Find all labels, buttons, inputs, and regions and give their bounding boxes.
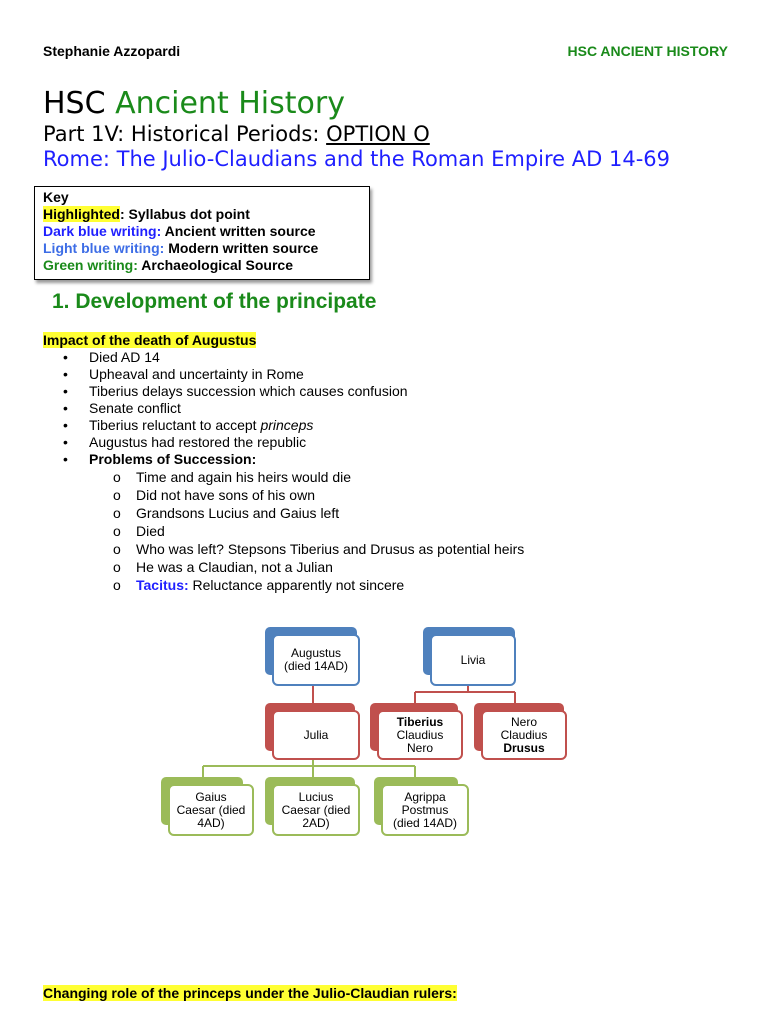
tree-node-lucius: Lucius Caesar (died 2AD): [272, 784, 360, 836]
tree-node-livia: Livia: [430, 634, 516, 686]
tree-node-gaius: Gaius Caesar (died 4AD): [168, 784, 254, 836]
topic-title: Rome: The Julio-Claudians and the Roman Empire AD 14-69: [43, 147, 670, 171]
key-desc: : Syllabus dot point: [120, 206, 250, 222]
tree-node-augustus: Augustus (died 14AD): [272, 634, 360, 686]
list-item: o Who was left? Stepsons Tiberius and Drusus as potential heirs: [113, 541, 525, 557]
section-number: 1.: [52, 290, 70, 313]
list-item: o Tacitus: Reluctance apparently not sincere: [113, 577, 405, 593]
key-term: Green writing:: [43, 257, 138, 273]
italic-princeps: princeps: [260, 417, 314, 433]
list-item: o Did not have sons of his own: [113, 487, 315, 503]
list-item: o Died: [113, 523, 165, 539]
key-term: Dark blue writing:: [43, 223, 162, 239]
list-item: o He was a Claudian, not a Julian: [113, 559, 333, 575]
tree-node-nero-drusus: Nero Claudius Drusus: [481, 710, 567, 760]
next-syllabus-dotpoint: Changing role of the princeps under the Julio-Claudian rulers:: [43, 985, 457, 1001]
list-item: o Time and again his heirs would die: [113, 469, 352, 485]
list-item: • Augustus had restored the republic: [63, 434, 307, 450]
key-desc: Archaeological Source: [137, 257, 293, 273]
list-item: • Upheaval and uncertainty in Rome: [63, 366, 304, 382]
list-item: • Senate conflict: [63, 400, 181, 416]
list-item: • Tiberius reluctant to accept princeps: [63, 417, 314, 433]
subtitle-option: OPTION O: [326, 122, 430, 146]
header-author: Stephanie Azzopardi: [43, 43, 181, 59]
title-prefix: HSC: [43, 86, 106, 121]
tree-node-tiberius: Tiberius Claudius Nero: [377, 710, 463, 760]
key-desc: Ancient written source: [161, 223, 316, 239]
key-term: Highlighted: [43, 206, 120, 222]
key-term: Light blue writing:: [43, 240, 165, 256]
list-item: o Grandsons Lucius and Gaius left: [113, 505, 340, 521]
tree-node-julia: Julia: [272, 710, 360, 760]
subtitle-prefix: Part 1V: Historical Periods:: [43, 122, 327, 146]
list-item: • Tiberius delays succession which causes confusion: [63, 383, 408, 399]
key-desc: Modern written source: [164, 240, 319, 256]
tree-node-agrippa: Agrippa Postmus (died 14AD): [381, 784, 469, 836]
key-heading: Key: [43, 189, 69, 205]
section-title: Development of the principate: [75, 290, 377, 313]
syllabus-dotpoint: Impact of the death of Augustus: [43, 332, 257, 348]
title-main: Ancient History: [115, 86, 345, 121]
header-course: HSC ANCIENT HISTORY: [567, 43, 728, 59]
list-item-succession: • Problems of Succession: o Time and again his heirs would die o Did not have sons of his own o Grandsons Lucius and Gaius left o Died o Who was left? Stepsons Tiberius and Drusus as potential heirs o He was a Claudian, not a Julian o Tacitus: Reluctance apparently not sincere: [63, 451, 525, 593]
list-item: • Died AD 14: [63, 349, 160, 365]
